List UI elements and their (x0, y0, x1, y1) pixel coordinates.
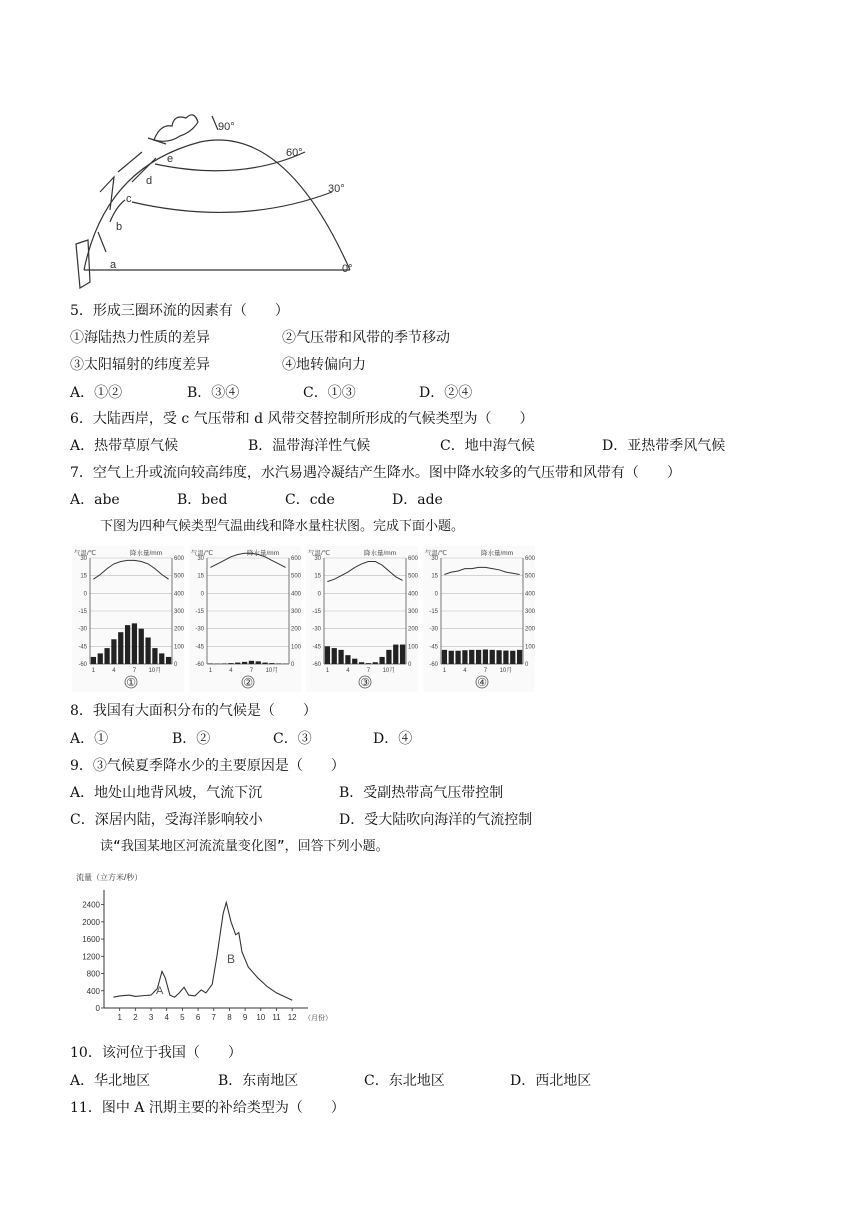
precip-tick-label: 600 (525, 556, 536, 562)
precip-bar (345, 655, 350, 664)
month-tick-label: 10月 (382, 668, 396, 674)
precip-tick-label: 300 (408, 609, 419, 615)
ground-shape (76, 240, 90, 288)
precip-axis-title: 降水量/mm (130, 550, 163, 557)
precip-bar (208, 663, 213, 664)
month-tick-label: 1 (208, 668, 213, 674)
temp-tick-label: 15 (431, 573, 438, 580)
month-tick-label: 7 (132, 668, 137, 674)
precip-bar (332, 648, 337, 664)
river-y-tick-label: 800 (86, 969, 100, 979)
precip-tick-label: 0 (174, 662, 178, 668)
temp-tick-label: -60 (78, 662, 87, 668)
precip-tick-label: 400 (174, 591, 185, 598)
lat-60-label: 60° (286, 147, 303, 159)
month-tick-label: 7 (366, 668, 371, 674)
precip-tick-label: 400 (408, 591, 419, 598)
temp-tick-label: 0 (317, 591, 321, 598)
precip-tick-label: 400 (525, 591, 536, 598)
precip-bar (393, 645, 398, 664)
precip-bar (400, 645, 405, 664)
river-x-tick-label: 2 (133, 1013, 138, 1022)
wind-arrow-4 (118, 152, 142, 172)
q7-stem: 7．空气上升或流向较高纬度，水汽易遇冷凝结产生降水。图中降水较多的气压带和风带有（ ） (70, 465, 681, 481)
q10-option-c: C．东北地区 (364, 1073, 445, 1089)
precip-tick-label: 0 (408, 662, 412, 668)
precip-tick-label: 200 (525, 626, 536, 633)
q5-option-d: D．②④ (419, 385, 473, 401)
precip-bar (359, 662, 364, 664)
precip-bar (352, 659, 357, 664)
precip-tick-label: 0 (291, 662, 295, 668)
climate-intro: 下图为四种气候类型气温曲线和降水量柱状图。完成下面小题。 (100, 519, 465, 534)
q5-item-3: ③太阳辐射的纬度差异 (70, 357, 210, 373)
precip-bar (98, 653, 103, 664)
precip-bar (145, 638, 150, 665)
temp-tick-label: -60 (312, 662, 321, 668)
precip-bar (442, 650, 447, 664)
river-y-tick-label: 2400 (82, 900, 100, 910)
lat-0-label: 0° (342, 263, 353, 275)
temp-tick-label: -15 (312, 609, 321, 615)
circulation-figure (70, 112, 370, 292)
river-y-tick-label: 0 (95, 1004, 100, 1013)
precip-bar (469, 650, 474, 664)
q8-option-d: D．④ (373, 731, 413, 747)
q5-item-2: ②气压带和风带的季节移动 (282, 330, 450, 346)
month-tick-label: 1 (91, 668, 96, 674)
temp-tick-label: -45 (312, 644, 321, 651)
label-a: a (110, 259, 117, 271)
river-x-tick-label: 7 (211, 1013, 216, 1022)
river-y-tick-label: 1600 (82, 935, 100, 945)
precip-tick-label: 500 (174, 573, 185, 580)
temp-tick-label: 30 (431, 556, 438, 562)
month-tick-label: 4 (346, 668, 350, 674)
q10-option-b: B．东南地区 (218, 1073, 299, 1089)
q8-option-a: A．① (70, 731, 109, 747)
precip-bar (256, 661, 261, 664)
river-y-axis-title: 流量（立方米/秒） (76, 873, 143, 882)
precip-tick-label: 400 (291, 591, 302, 598)
river-y-tick-label: 400 (86, 986, 100, 996)
river-y-tick-label: 2000 (82, 917, 100, 927)
river-x-tick-label: 8 (227, 1013, 232, 1022)
precip-tick-label: 500 (408, 573, 419, 580)
q5-option-c: C．①③ (303, 385, 356, 401)
wind-arrow-5 (132, 158, 156, 182)
precip-bar (517, 650, 522, 664)
q11-stem: 11．图中 A 汛期主要的补给类型为（ ） (70, 1100, 345, 1116)
temp-tick-label: -45 (195, 644, 204, 651)
q9-option-d: D．受大陆吹向海洋的气流控制 (339, 812, 533, 828)
earth-outline (84, 140, 350, 270)
precip-tick-label: 300 (174, 609, 185, 615)
temp-tick-label: 30 (314, 556, 321, 562)
q10-option-a: A．华北地区 (70, 1073, 151, 1089)
precip-axis-title: 降水量/mm (481, 550, 514, 557)
q10-option-d: D．西北地区 (510, 1073, 592, 1089)
flood-label-b: B (227, 951, 236, 966)
q5-item-4: ④地转偏向力 (282, 357, 366, 373)
precip-tick-label: 600 (291, 556, 302, 562)
q6-option-c: C．地中海气候 (440, 438, 535, 454)
precip-bar (449, 651, 454, 664)
river-x-tick-label: 3 (148, 1013, 154, 1022)
precip-bar (483, 650, 488, 664)
precip-bar (379, 657, 384, 664)
q7-option-b: B．bed (177, 492, 228, 508)
river-chart (70, 868, 340, 1033)
precip-bar (455, 651, 460, 664)
precip-bar (276, 663, 281, 664)
wind-arrow-2 (110, 200, 125, 222)
temp-tick-label: 15 (314, 573, 321, 580)
temp-tick-label: -30 (312, 626, 321, 633)
river-x-tick-label: 1 (117, 1013, 122, 1022)
river-x-tick-label: 5 (180, 1013, 185, 1022)
q7-option-d: D．ade (392, 492, 443, 508)
chart-number-label: ③ (360, 677, 370, 689)
precip-tick-label: 500 (525, 573, 536, 580)
precip-bar (386, 650, 391, 664)
precip-tick-label: 100 (291, 644, 302, 651)
chart-number-label: ④ (477, 677, 487, 689)
precip-tick-label: 100 (408, 644, 419, 651)
river-x-tick-label: 6 (195, 1013, 201, 1022)
precip-tick-label: 200 (174, 626, 185, 633)
precip-bar (159, 653, 164, 664)
precip-bar (249, 661, 254, 664)
river-x-tick-label: 9 (242, 1013, 248, 1022)
river-y-tick-label: 1200 (82, 952, 100, 962)
q6-option-b: B．温带海洋性气候 (248, 438, 371, 454)
precip-tick-label: 500 (291, 573, 302, 580)
month-tick-label: 10月 (499, 668, 513, 674)
climate-panel-bg (189, 546, 301, 692)
temp-tick-label: 15 (80, 573, 87, 580)
precip-bar (132, 623, 137, 664)
precip-bar (221, 663, 226, 664)
river-x-tick-label: 4 (164, 1013, 169, 1022)
precip-tick-label: 300 (291, 609, 302, 615)
wind-arrow-1 (98, 232, 106, 252)
q9-option-b: B．受副热带高气压带控制 (339, 785, 504, 801)
month-tick-label: 4 (463, 668, 467, 674)
month-tick-label: 10月 (148, 668, 162, 674)
precip-bar (262, 663, 267, 664)
temp-axis-title: 气温/℃ (191, 550, 214, 557)
q6-stem: 6．大陆西岸，受 c 气压带和 d 风带交替控制所形成的气候类型为（ ） (70, 411, 534, 427)
temp-tick-label: -15 (195, 609, 204, 615)
precip-bar (139, 629, 144, 664)
q10-stem: 10．该河位于我国（ ） (70, 1045, 242, 1061)
precip-bar (118, 632, 123, 664)
q8-option-c: C．③ (273, 731, 312, 747)
precip-axis-title: 降水量/mm (364, 550, 397, 557)
precip-tick-label: 600 (408, 556, 419, 562)
temp-tick-label: -15 (429, 609, 438, 615)
precip-bar (476, 650, 481, 664)
precip-tick-label: 100 (525, 644, 536, 651)
label-b: b (116, 221, 123, 233)
month-tick-label: 1 (442, 668, 447, 674)
climate-chart-4 (423, 546, 536, 692)
precip-tick-label: 200 (291, 626, 302, 633)
temp-tick-label: -60 (429, 662, 438, 668)
precip-bar (510, 651, 515, 664)
chart-number-label: ② (243, 677, 253, 689)
precip-bar (235, 663, 240, 664)
precip-bar (104, 648, 109, 664)
precip-bar (269, 663, 274, 664)
precip-axis-title: 降水量/mm (247, 550, 280, 557)
precip-bar (166, 657, 171, 664)
precip-bar (366, 663, 371, 664)
climate-charts (68, 546, 538, 694)
temp-axis-title: 气温/℃ (308, 550, 331, 557)
month-tick-label: 4 (229, 668, 233, 674)
q5-option-a: A．①② (70, 385, 123, 401)
q5-stem: 5．形成三圈环流的因素有（ ） (70, 303, 289, 319)
q5-option-b: B．③④ (187, 385, 240, 401)
temp-axis-title: 气温/℃ (74, 550, 97, 557)
q9-option-c: C．深居内陆，受海洋影响较小 (70, 812, 263, 828)
lat-30-line (132, 192, 332, 212)
climate-chart-1 (72, 546, 185, 692)
month-tick-label: 4 (112, 668, 116, 674)
q6-option-d: D．亚热带季风气候 (602, 438, 726, 454)
river-x-tick-label: 11 (272, 1013, 281, 1022)
cloud-shape (154, 115, 198, 142)
temp-tick-label: -45 (429, 644, 438, 651)
climate-chart-3 (306, 546, 419, 692)
month-tick-label: 10月 (265, 668, 279, 674)
label-d: d (146, 175, 153, 187)
temp-tick-label: -30 (78, 626, 87, 633)
q9-stem: 9．③气候夏季降水少的主要原因是（ ） (70, 758, 345, 774)
precip-bar (325, 646, 330, 664)
q7-option-c: C．cde (285, 492, 335, 508)
precip-bar (91, 657, 96, 664)
precip-tick-label: 600 (174, 556, 185, 562)
q8-option-b: B．② (172, 731, 211, 747)
flood-label-a: A (155, 984, 164, 997)
precip-tick-label: 200 (408, 626, 419, 633)
lat-30-label: 30° (328, 183, 345, 195)
temp-tick-label: 0 (434, 591, 438, 598)
climate-panel-bg (423, 546, 535, 692)
temp-tick-label: -30 (195, 626, 204, 633)
precip-bar (152, 648, 157, 664)
q5-item-1: ①海陆热力性质的差异 (70, 330, 210, 346)
climate-panel-bg (306, 546, 418, 692)
precip-bar (242, 662, 247, 664)
temp-tick-label: -15 (78, 609, 87, 615)
chart-number-label: ① (126, 677, 136, 689)
river-x-tick-label: 10 (256, 1013, 266, 1022)
temp-tick-label: -60 (195, 662, 204, 668)
temp-tick-label: -30 (429, 626, 438, 633)
precip-bar (496, 650, 501, 664)
month-tick-label: 7 (483, 668, 488, 674)
q9-option-a: A．地处山地背风坡，气流下沉 (70, 785, 263, 801)
precip-bar (503, 651, 508, 664)
label-c: c (126, 193, 132, 205)
wind-arrow-3 (100, 177, 114, 210)
precip-bar (373, 662, 378, 664)
precip-tick-label: 0 (525, 662, 529, 668)
temp-tick-label: 15 (197, 573, 204, 580)
precip-bar (490, 650, 495, 664)
discharge-curve (113, 903, 292, 1001)
climate-chart-2 (189, 546, 302, 692)
temp-axis-title: 气温/℃ (425, 550, 448, 557)
label-e: e (167, 153, 174, 165)
q7-option-a: A．abe (70, 492, 120, 508)
month-tick-label: 1 (325, 668, 330, 674)
temp-tick-label: 30 (80, 556, 87, 562)
precip-bar (111, 639, 116, 664)
q6-option-a: A．热带草原气候 (70, 438, 179, 454)
precip-bar (338, 650, 343, 664)
temp-tick-label: 0 (83, 591, 87, 598)
river-x-tick-label: 12 (287, 1013, 297, 1022)
temp-tick-label: 30 (197, 556, 204, 562)
precip-bar (125, 625, 130, 664)
climate-panel-bg (72, 546, 184, 692)
lat-90-label: 90° (218, 121, 235, 133)
precip-bar (462, 650, 467, 664)
precip-tick-label: 300 (525, 609, 536, 615)
q8-stem: 8．我国有大面积分布的气候是（ ） (70, 703, 317, 719)
month-tick-label: 7 (249, 668, 254, 674)
precip-tick-label: 100 (174, 644, 185, 651)
river-x-unit: （月份） (304, 1015, 332, 1022)
temp-tick-label: 0 (200, 591, 204, 598)
river-intro: 读“我国某地区河流流量变化图”，回答下列小题。 (100, 839, 389, 854)
temp-tick-label: -45 (78, 644, 87, 651)
precip-bar (228, 663, 233, 664)
